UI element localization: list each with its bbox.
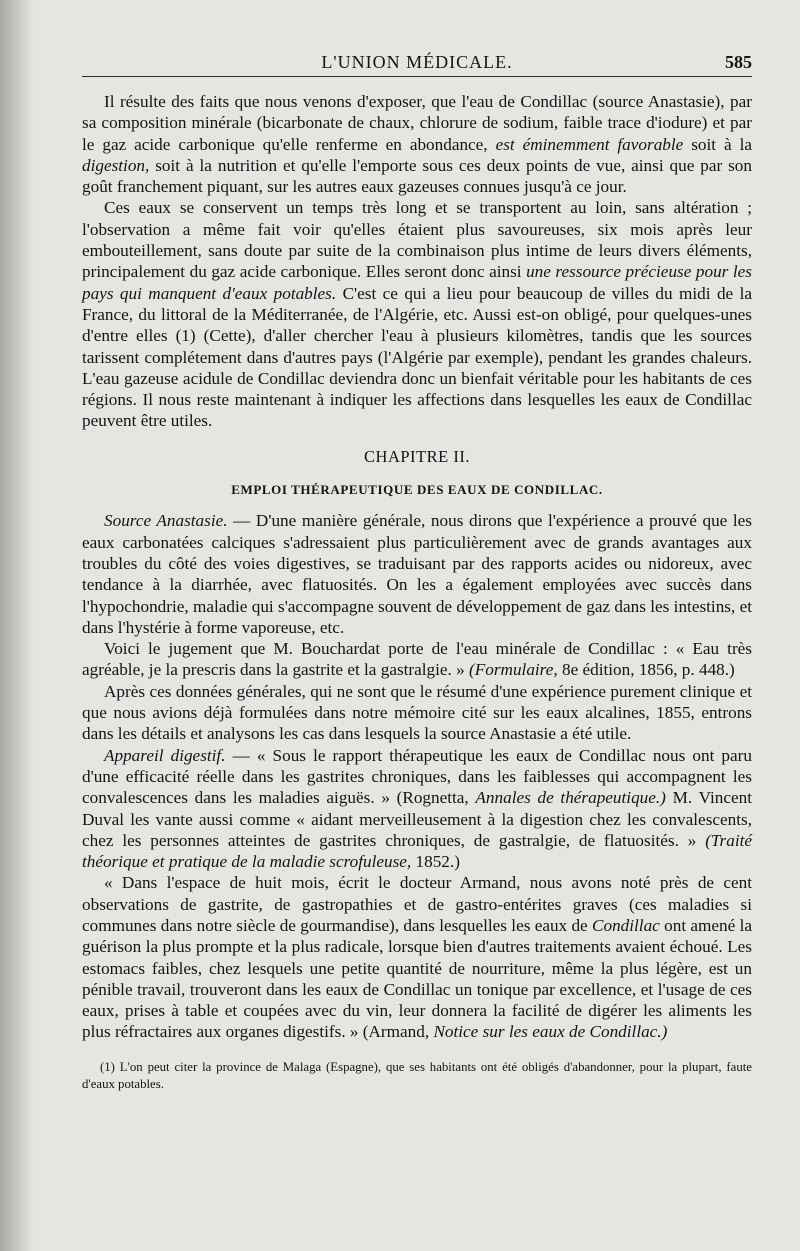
paragraph-donnees-generales: Après ces données générales, qui ne sont que le résumé d'une expérience purement clinique et que nous avions déjà formulées dans notre mémoire cité sur les eaux alcalines, 1855, entrons dans les détails et analysons les cas dans lesquels la source Anastasie a été utile. xyxy=(82,681,752,744)
text-run: soit à la nutrition et qu'elle l'emporte sous ces deux points de vue, ainsi que par son goût franchement piquant, sur les autres eaux gazeuses connues jusqu'à ce jour. xyxy=(82,155,752,197)
running-title: L'UNION MÉDICALE. xyxy=(321,52,513,72)
emphasis: Appareil digestif. xyxy=(104,745,226,765)
text-run: soit à la xyxy=(683,134,753,154)
text-run: 1852.) xyxy=(411,852,460,872)
text-run: Voici le jugement que M. Bouchardat porte de l'eau minérale de Condillac : « Eau très agréable, je la prescris dans la gastrite et la gastralgie. » xyxy=(82,639,752,680)
paragraph-armand-quote xyxy=(82,872,752,1042)
text-run: C'est ce qui a lieu pour beaucoup de villes du midi de la France, du littoral de la Méditerranée, de l'Algérie, etc. Aussi est-on obligé, pour quelques-unes d'entre elles (1) (Cette), d'aller chercher l'eau à plusieurs kilomètres, tandis que les sources tarissent complétement dans d'autres pays (l'Algérie par exemple), pendant les grandes chaleurs. L'eau gazeuse acidule de Condillac deviendra donc un bienfait véritable pour les habitants de ces régions. Il nous reste maintenant à indiquer les affections dans lesquelles les eaux de Condillac peuvent être utiles. xyxy=(82,283,752,431)
emphasis: une ressource précieuse pour les pays qui manquent d'eaux potables. xyxy=(82,262,752,303)
paragraph-appareil-digestif xyxy=(82,745,752,873)
emphasis: Notice sur les eaux de Condillac.) xyxy=(433,1022,668,1042)
paragraph-intro-1 xyxy=(82,91,752,197)
chapter-title: CHAPITRE II. xyxy=(364,446,470,466)
text-run: Il résulte des faits que nous venons d'exposer, que l'eau de Condillac (source Anastasie), par sa composition minérale (bicarbonate de chaux, chlorure de sodium, faible trace d'iodure) et par le gaz acide carbonique qu'elle renferme en abondance, xyxy=(82,92,752,154)
page-header xyxy=(82,46,752,77)
chapter-subtitle: EMPLOI THÉRAPEUTIQUE DES EAUX DE CONDILLAC. xyxy=(231,482,603,498)
emphasis: Condillac xyxy=(592,915,660,935)
paragraph-bouchardat xyxy=(82,638,752,681)
body-text xyxy=(82,91,752,1043)
text-run: M. Vincent Duval les vante aussi comme « aidant merveilleusement à la digestion chez les convalescents, chez les personnes atteintes de gastrites chroniques, de gastralgie, de flatuosités. » xyxy=(82,788,752,850)
text-run: ont amené la guérison la plus prompte et la plus radicale, lorsque bien d'autres traitements avaient échoué. Les estomacs faibles, chez lesquels une petite quantité de nourriture, même la plus légère, est un pénible travail, trouveront dans les eaux de Condillac un tonique par excellence, et l'usage de ces eaux, prises à table et coupées avec du vin, leur donnera la facilité de digérer les aliments les plus réfractaires aux organes digestifs. » (Armand, xyxy=(82,915,752,1042)
footnote xyxy=(82,1059,752,1093)
text-run: « Dans l'espace de huit mois, écrit le docteur Armand, nous avons noté près de cent observations de gastrite, de gastropathies et de gastro-entérites graves (ces maladies si communes dans notre siècle de gourmandise), dans lesquelles les eaux de xyxy=(82,873,752,935)
paragraph-source-anastasie xyxy=(82,510,752,638)
text-run: 8e édition, 1856, p. 448.) xyxy=(557,660,735,680)
emphasis: digestion, xyxy=(82,155,150,175)
footnote-text: (1) L'on peut citer la province de Malaga (Espagne), que ses habitants ont été obligés d'abandonner, pour la plupart, faute d'eaux potables. xyxy=(82,1059,752,1091)
text-run: Ces eaux se conservent un temps très long et se transportent au loin, sans altération ; l'observation a même fait voir qu'elles étaient plus savoureuses, six mois après leur embouteillement, sans doute par suite de la combinaison plus intime de leurs divers éléments, principalement du gaz acide carbonique. Elles seront donc ainsi xyxy=(82,198,752,282)
text-run: — « Sous le rapport thérapeutique les eaux de Condillac nous ont paru d'une efficacité réelle dans les gastrites chroniques, dans les faiblesses qui accompagnent les convalescences dans les maladies aiguës. » (Rognetta, xyxy=(82,745,752,808)
emphasis: (Formulaire, xyxy=(469,660,558,680)
text-run: — D'une manière générale, nous dirons que l'expérience a prouvé que les eaux carbonatées calciques s'adressaient plus particulièrement avec de grands avantages aux troubles du côté des voies digestives, se traduisant par des rapports acides ou nidoreux, avec tendance à la diarrhée, avec flatuosités. On les a également employées avec succès dans l'hypochondrie, maladie qui s'accompagne souvent de développement de gaz dans les intestins, et dans l'hystérie à forme vaporeuse, etc. xyxy=(82,511,752,637)
emphasis: est éminemment favorable xyxy=(495,134,684,154)
paragraph-intro-2 xyxy=(82,197,752,431)
emphasis: (Traité théorique et pratique de la maladie scrofuleuse, xyxy=(82,830,752,872)
emphasis: Source Anastasie. xyxy=(104,511,228,531)
page-number: 585 xyxy=(725,52,752,72)
emphasis: Annales de thérapeutique.) xyxy=(475,788,666,808)
